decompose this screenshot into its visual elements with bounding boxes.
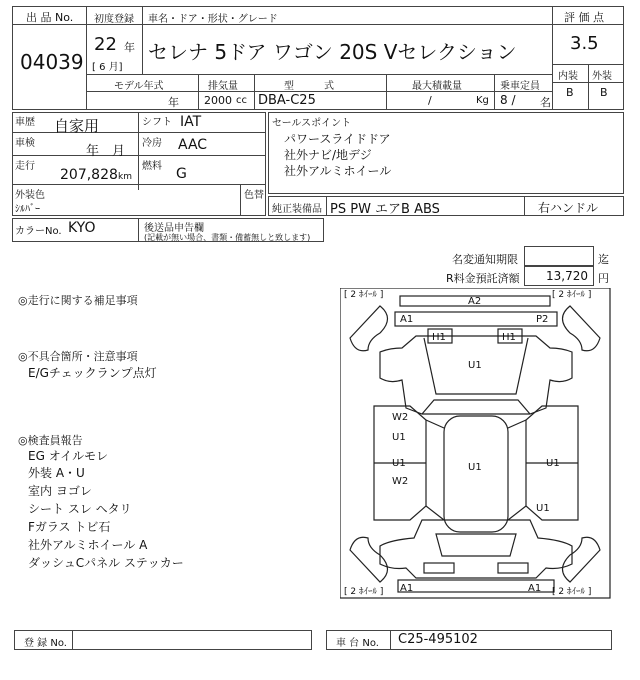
first-reg-label: 初度登録 [94, 14, 134, 25]
sales-item: 社外アルミホイール [284, 164, 392, 178]
corner-wheel-label: [ 2 ﾎｲｰﾙ ] [552, 587, 592, 597]
sales-label: セールスポイント [272, 118, 352, 129]
car-name-label: 車名・ドア・形状・グレード [148, 14, 278, 25]
shift: IAT [180, 114, 202, 130]
damage-mark-p2: P2 [536, 314, 549, 325]
fuel: G [176, 166, 187, 182]
model-year-label: モデル年式 [114, 81, 164, 92]
damage-mark-a1: A1 [528, 583, 542, 594]
exterior-grade: B [600, 86, 608, 99]
equipment-value: PS PW エアB ABS [330, 202, 440, 217]
year-unit: 年 [124, 41, 135, 54]
defect-item: E/Gチェックランプ点灯 [28, 366, 157, 380]
damage-mark-u1: U1 [392, 432, 406, 443]
history-label: 車歴 [15, 117, 35, 128]
fuel-label: 燃料 [142, 161, 162, 172]
displacement-label: 排気量 [208, 81, 238, 92]
sales-item: パワースライドドア [284, 132, 391, 146]
exterior-label: 外装 [592, 71, 612, 82]
score: 3.5 [570, 33, 599, 54]
damage-mark-a2: A2 [468, 296, 482, 307]
corner-wheel-label: [ 2 ﾎｲｰﾙ ] [344, 290, 384, 300]
recycle-unit: 円 [598, 272, 609, 285]
shift-label: シフト [142, 117, 172, 128]
max-load-label: 最大積載量 [412, 81, 462, 92]
displacement: 2000 [204, 94, 232, 107]
name-change-label: 名変通知期限 [452, 253, 518, 266]
inspector-item: 社外アルミホイール A [28, 538, 148, 552]
inspector-item: EG オイルモレ [28, 449, 109, 463]
corner-wheel-label: [ 2 ﾎｲｰﾙ ] [344, 587, 384, 597]
lot-no-label: 出 品 No. [26, 11, 74, 24]
damage-mark-u1: U1 [536, 503, 550, 514]
mileage: 207,828 [60, 167, 118, 183]
capacity-label: 乗車定員 [500, 81, 540, 92]
damage-mark-w2: W2 [392, 412, 409, 423]
damage-mark-a1: A1 [400, 314, 414, 325]
damage-mark-w2: W2 [392, 476, 409, 487]
steering: 右ハンドル [538, 201, 599, 215]
score-label: 評 価 点 [564, 11, 604, 24]
damage-mark-a1: A1 [400, 583, 414, 594]
inspection: 年 月 [86, 144, 126, 159]
type-label: 型 式 [284, 81, 334, 92]
inspector-item: シート スレ ヘタリ [28, 502, 132, 516]
lot-no: 04039 [20, 50, 84, 74]
damage-mark-u1: U1 [546, 458, 560, 469]
history: 自家用 [54, 117, 100, 135]
car-name: セレナ 5ドア ワゴン 20S Vセレクション [148, 40, 517, 64]
max-load-unit: Kg [476, 95, 489, 106]
later-note: (記載が無い場合、書類・備蓄無しと致します) [144, 233, 311, 242]
interior-label: 内装 [558, 71, 578, 82]
reg-no-label: 登 録 No. [24, 638, 67, 649]
inspector-item: 外装 A・U [28, 466, 85, 480]
later-label: 後送品申告欄 [144, 223, 204, 234]
color-no: KYO [68, 220, 96, 236]
model-type: DBA-C25 [258, 93, 316, 108]
car-inspection-diagram [340, 288, 612, 600]
name-change-unit: 迄 [598, 253, 609, 266]
chassis-no: C25-495102 [398, 632, 478, 647]
damage-mark-u1: U1 [392, 458, 406, 469]
max-load: / [428, 94, 432, 107]
defects-title: ◎不具合箇所・注意事項 [18, 350, 138, 363]
displacement-unit: cc [236, 95, 247, 106]
model-year-unit: 年 [168, 96, 179, 109]
damage-mark-u1: U1 [468, 360, 482, 371]
inspector-title: ◎検査員報告 [18, 434, 83, 447]
info-frame [12, 112, 266, 216]
first-reg-month: [ 6 月] [92, 62, 123, 73]
inspector-item: 室内 ヨゴレ [28, 484, 92, 498]
ac-label: 冷房 [142, 138, 162, 149]
damage-mark-h1: H1 [502, 332, 516, 343]
name-change-box [524, 246, 594, 266]
capacity-unit: 名 [540, 96, 551, 109]
inspector-item: ダッシュCパネル ステッカー [28, 556, 184, 570]
ext-color-label: 外装色 [15, 190, 45, 201]
recycle-value: 13,720 [546, 269, 588, 283]
corner-wheel-label: [ 2 ﾎｲｰﾙ ] [552, 290, 592, 300]
ac: AAC [178, 137, 208, 153]
color-no-label: カラーNo. [15, 226, 62, 237]
mileage-unit: km [118, 172, 132, 182]
color-change-label: 色替 [244, 190, 264, 201]
chassis-label: 車 台 No. [336, 638, 379, 649]
damage-mark-h1: H1 [432, 332, 446, 343]
sales-item: 社外ナビ/地デジ [284, 148, 372, 162]
mileage-label: 走行 [15, 161, 35, 172]
damage-mark-u1: U1 [468, 462, 482, 473]
driving-title: ◎走行に関する補足事項 [18, 294, 138, 307]
equipment-label: 純正装備品 [272, 204, 322, 215]
interior-grade: B [566, 86, 574, 99]
first-reg-year: 22 [94, 34, 117, 55]
inspection-label: 車検 [15, 138, 35, 149]
inspector-item: Fガラス トビ石 [28, 520, 111, 534]
capacity: 8 / [500, 93, 516, 107]
recycle-label: R料金預託済額 [446, 272, 520, 285]
ext-color: ｼﾙﾊﾞｰ [15, 204, 40, 215]
